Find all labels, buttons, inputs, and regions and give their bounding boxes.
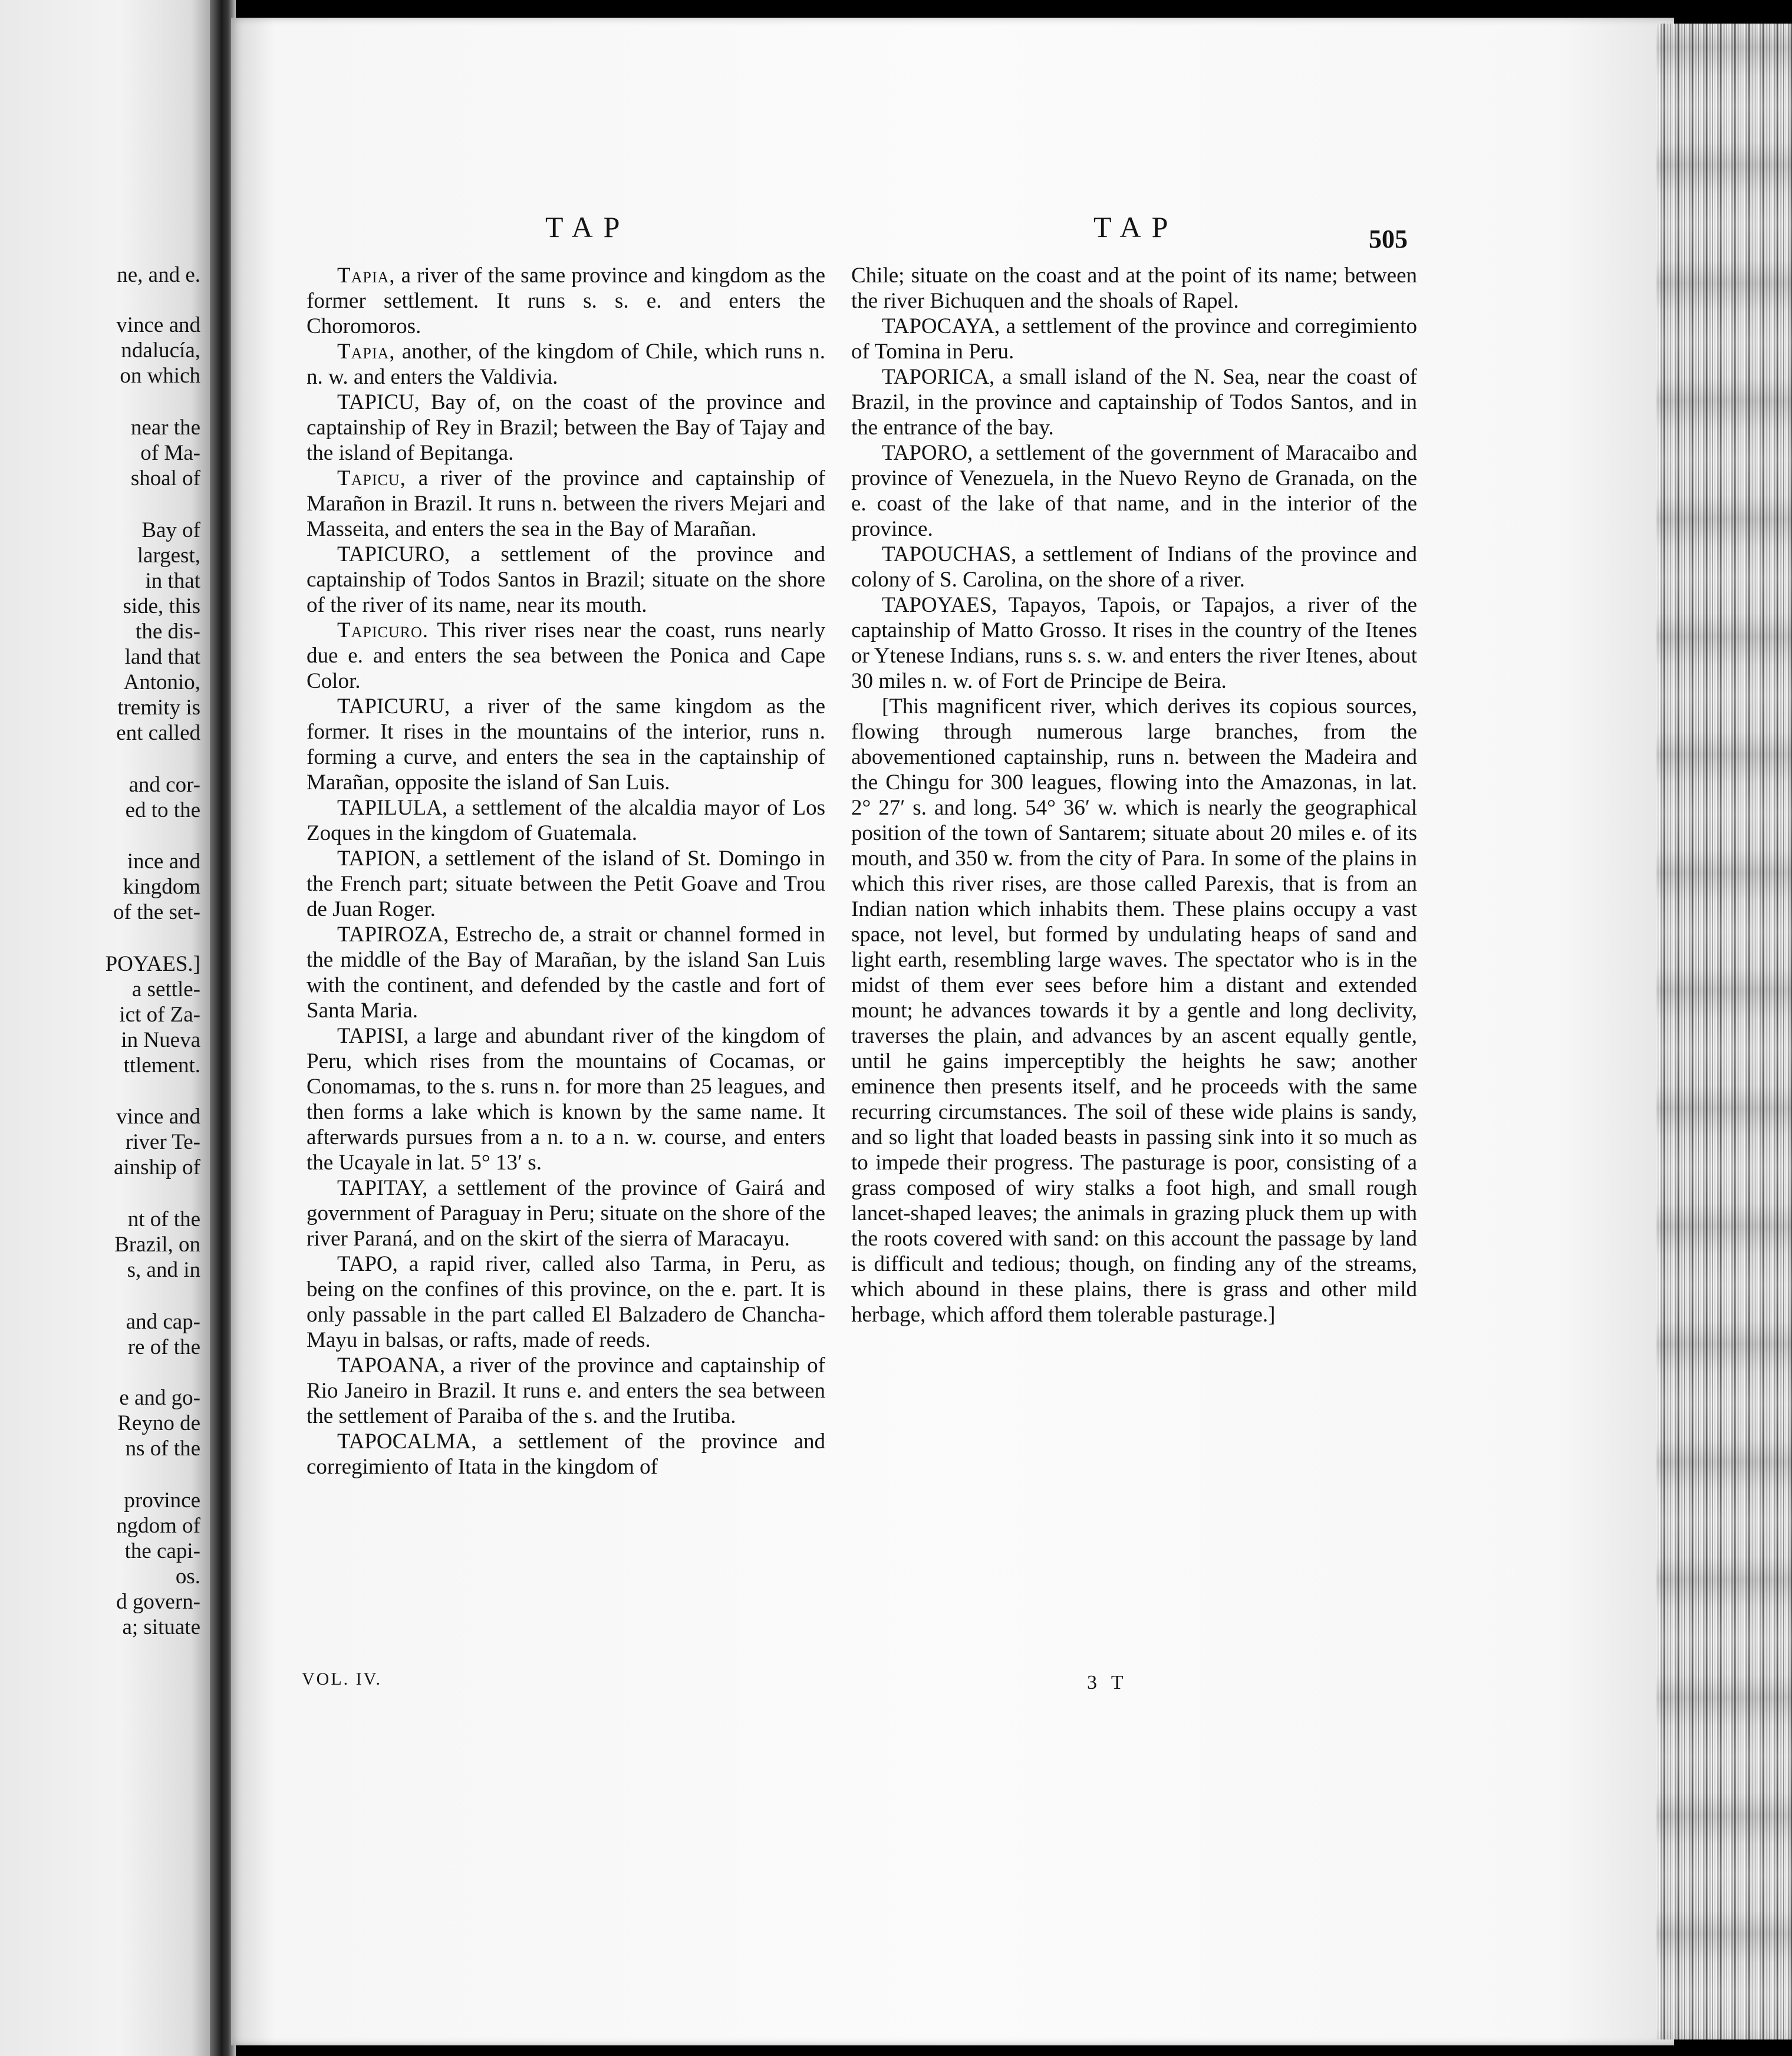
- text-column-left: [307, 263, 825, 1480]
- left-page-line: nt of the: [127, 1207, 200, 1231]
- left-page-line: of the set-: [113, 900, 200, 924]
- entry-headword: TAPIROZA,: [337, 922, 449, 947]
- dictionary-entry: [851, 440, 1417, 542]
- left-page-line: river Te-: [125, 1130, 200, 1154]
- dictionary-entry: [307, 1023, 825, 1175]
- left-page-line: on which: [120, 364, 200, 388]
- left-page-line: shoal of: [130, 466, 200, 490]
- left-page-line: and cap-: [126, 1310, 200, 1334]
- left-page-line: in that: [145, 569, 200, 593]
- left-page-line: in Nueva: [121, 1028, 200, 1052]
- entry-headword: TAPITAY,: [337, 1176, 428, 1200]
- book-fore-edge: [1656, 24, 1792, 2039]
- dictionary-entry: [851, 542, 1417, 592]
- dictionary-entry: [307, 542, 825, 618]
- entry-headword: TAPORICA,: [882, 365, 995, 389]
- left-page-line: Brazil, on: [114, 1233, 200, 1257]
- entry-text: Bay of, on the coast of the province and captainship of Rey in Brazil; between the Bay of Tajay and the island of Bepitanga.: [307, 390, 826, 465]
- left-page-line: ngdom of: [116, 1514, 200, 1538]
- entry-headword: TAPOYAES,: [882, 593, 997, 617]
- dictionary-entry: [851, 592, 1417, 694]
- entry-text: a settlement of the province and captainship of Todos Santos in Brazil; situate on the shore of the river of its name, near its mouth.: [307, 542, 825, 617]
- left-page-line: tremity is: [117, 696, 200, 720]
- left-page-line: POYAES.]: [105, 952, 200, 976]
- dictionary-entry: [307, 1175, 825, 1251]
- left-page-line: d govern-: [116, 1590, 200, 1614]
- entry-headword: TAPISI,: [337, 1024, 409, 1048]
- entry-text: a river of the province and captainship of Rio Janeiro in Brazil. It runs e. and enters the sea between the settlement of Paraiba of the s. and the Irutiba.: [307, 1353, 825, 1428]
- left-page-line: the capi-: [124, 1539, 200, 1563]
- entry-headword: Tapicuro.: [337, 618, 429, 642]
- dictionary-entry: [307, 339, 825, 390]
- entry-text: a settlement of Indians of the province and colony of S. Carolina, on the shore of a river.: [851, 542, 1418, 592]
- left-page-line: ttlement.: [123, 1053, 200, 1078]
- text-column-right: [851, 263, 1417, 1327]
- entry-text: a rapid river, called also Tarma, in Peru, as being on the confines of this province, on the e. part. It is only passable in the part called El Balzadero de Chancha-Mayu in balsas, or rafts, made of reeds.: [307, 1252, 825, 1352]
- entry-text: [This magnificent river, which derives its copious sources, flowing through numerous large branches, from the abovementioned captainship, runs n. between the Madeira and the Chingu for 300 leagues, flowing into the Amazonas, in lat. 2° 27′ s. and long. 54° 36′ w. which is nearly the geographical position of the town of Santarem; situate about 20 miles e. of its mouth, and 350 w. from the city of Para. In some of the plains in which this river rises, are those called Parexis, that is from an Indian nation which inhabits them. These plains occupy a vast space, not level, but formed by undulating heaps of sand and light earth, resembling large waves. The spectator who is in the midst of them ever sees before him a distant and extended mount; he advances towards it by a gentle and long declivity, traverses the plain, and advances by an ascent equally gentle, until he gains imperceptibly the heights he saw; another eminence then presents itself, and he proceeds with the same recurring circumstances. The soil of these wide plains is sandy, and so light that loaded beasts in passing sink into it so much as to impede their progress. The pasturage is poor, consisting of a grass composed of wiry stalks a foot high, and small rough lancet-shaped leaves; the animals in grazing pluck them up with the roots covered with sand: on this account the passage by land is difficult and tedious; though, on finding any of the streams, which abound in these plains, there is grass and other mild herbage, which afford them tolerable pasturage.]: [851, 694, 1417, 1327]
- left-page-line: Reyno de: [117, 1411, 200, 1435]
- page-number: 505: [1369, 225, 1408, 253]
- entry-text: another, of the kingdom of Chile, which runs n. n. w. and enters the Valdivia.: [307, 340, 826, 389]
- dictionary-entry: [851, 364, 1417, 440]
- entry-text: This river rises near the coast, runs nearly due e. and enters the sea between the Ponica and Cape Color.: [307, 618, 825, 693]
- entry-headword: TAPO,: [337, 1252, 398, 1276]
- entry-headword: Tapia,: [337, 263, 396, 288]
- entry-headword: TAPICU,: [337, 390, 420, 414]
- entry-text: a settlement of the government of Maracaibo and province of Venezuela, in the Nuevo Reyno de Granada, on the e. coast of the lake of that name, and in the interior of the province.: [851, 441, 1418, 541]
- left-page-line: ent called: [116, 721, 200, 745]
- left-page-line: e and go-: [119, 1386, 200, 1410]
- left-page-line: province: [124, 1488, 200, 1513]
- dictionary-entry: [307, 694, 825, 795]
- entry-text: a small island of the N. Sea, near the coast of Brazil, in the province and captainship of Todos Santos, and in the entrance of the bay.: [851, 365, 1418, 440]
- left-page-line: land that: [124, 645, 200, 669]
- left-page-line: a settle-: [131, 977, 200, 1001]
- dictionary-entry: [307, 1251, 825, 1353]
- left-page-line: vince and: [116, 1105, 200, 1129]
- entry-text: a settlement of the province and corregimiento of Tomina in Peru.: [851, 314, 1417, 364]
- dictionary-entry: [307, 1429, 825, 1480]
- entry-headword: TAPOCAYA,: [882, 314, 1000, 338]
- dictionary-entry: [307, 846, 825, 922]
- entry-text: a river of the province and captainship of Marañon in Brazil. It runs n. between the rivers Mejari and Masseita, and enters the sea in the Bay of Marañan.: [307, 466, 825, 541]
- entry-text: Tapayos, Tapois, or Tapajos, a river of the captainship of Matto Grosso. It rises in the country of the Itenes or Ytenese Indians, runs s. s. w. and enters the river Itenes, about 30 miles n. w. of Fort de Principe de Beira.: [851, 593, 1417, 693]
- left-page-line: near the: [130, 416, 200, 440]
- dictionary-entry: [851, 694, 1417, 1327]
- dictionary-entry: [307, 618, 825, 694]
- left-page-line: a; situate: [122, 1615, 200, 1639]
- left-page-line: re of the: [127, 1335, 200, 1359]
- left-page-line: the dis-: [136, 620, 200, 644]
- left-page-fragment: [0, 0, 217, 2056]
- left-page-line: vince and: [116, 313, 200, 337]
- left-page-line: Bay of: [141, 518, 200, 542]
- entry-headword: TAPOANA,: [337, 1353, 446, 1378]
- left-page-line: of Ma-: [140, 441, 200, 465]
- left-page-line: ainship of: [114, 1155, 200, 1179]
- left-page-line: ne, and e.: [117, 263, 200, 287]
- entry-text: a river of the same kingdom as the former. It rises in the mountains of the interior, runs n. forming a curve, and enters the sea in the captainship of Marañan, opposite the island of San Luis.: [307, 694, 826, 795]
- left-page-line: ndalucía,: [121, 338, 200, 363]
- entry-headword: TAPION,: [337, 846, 421, 871]
- left-page-line: ict of Za-: [119, 1003, 200, 1027]
- entry-text: a settlement of the province and corregimiento of Itata in the kingdom of: [307, 1429, 826, 1479]
- dictionary-entry: [851, 314, 1417, 364]
- left-page-line: ed to the: [125, 798, 200, 822]
- entry-text: a river of the same province and kingdom as the former settlement. It runs s. s. e. and enters the Choromoros.: [307, 263, 826, 338]
- left-page-line: largest,: [137, 543, 200, 568]
- entry-headword: TAPOUCHAS,: [882, 542, 1017, 566]
- dictionary-entry: [307, 795, 825, 846]
- entry-text: a settlement of the island of St. Domingo in the French part; situate between the Petit Goave and Trou de Juan Roger.: [307, 846, 826, 921]
- dictionary-entry: [307, 263, 825, 339]
- entry-headword: TAPICURO,: [337, 542, 450, 566]
- running-head-right: TAP: [1093, 210, 1179, 243]
- entry-text: Estrecho de, a strait or channel formed in the middle of the Bay of Marañan, by the island San Luis with the continent, and defended by the castle and fort of Santa Maria.: [307, 922, 825, 1023]
- left-page-line: os.: [175, 1564, 200, 1589]
- entry-headword: TAPORO,: [882, 441, 973, 465]
- running-head-left: TAP: [545, 210, 631, 243]
- signature-mark: 3 T: [1087, 1672, 1128, 1693]
- left-page-line: ns of the: [125, 1436, 200, 1461]
- dictionary-entry: [307, 390, 825, 466]
- entry-headword: TAPILULA,: [337, 796, 448, 820]
- left-page-line: ince and: [127, 849, 200, 874]
- entry-headword: TAPICURU,: [337, 694, 450, 719]
- volume-label: VOL. IV.: [302, 1669, 382, 1689]
- entry-text: a settlement of the alcaldia mayor of Los Zoques in the kingdom of Guatemala.: [307, 796, 825, 845]
- entry-headword: Tapia,: [337, 340, 396, 364]
- entry-text: a settlement of the province of Gairá and government of Paraguay in Peru; situate on the shore of the river Paraná, and on the skirt of the sierra of Maracayu.: [307, 1176, 825, 1251]
- entry-text: Chile; situate on the coast and at the point of its name; between the river Bichuquen and the shoals of Rapel.: [851, 263, 1417, 313]
- entry-headword: TAPOCALMA,: [337, 1429, 477, 1454]
- dictionary-entry: [307, 1353, 825, 1429]
- dictionary-entry: [851, 263, 1417, 314]
- entry-headword: Tapicu,: [337, 466, 406, 490]
- dictionary-entry: [307, 922, 825, 1023]
- left-page-line: side, this: [123, 594, 200, 618]
- left-page-line: s, and in: [127, 1258, 200, 1282]
- dictionary-entry: [307, 466, 825, 542]
- left-page-line: Antonio,: [123, 670, 200, 694]
- entry-text: a large and abundant river of the kingdom of Peru, which rises from the mountains of Cocamas, or Conomamas, to the s. runs n. for more than 25 leagues, and then forms a lake which is known by the same name. It afterwards pursues from a n. to a n. w. course, and enters the Ucayale in lat. 5° 13′ s.: [307, 1024, 826, 1175]
- left-page-line: and cor-: [129, 773, 200, 797]
- left-page-line: kingdom: [123, 875, 200, 899]
